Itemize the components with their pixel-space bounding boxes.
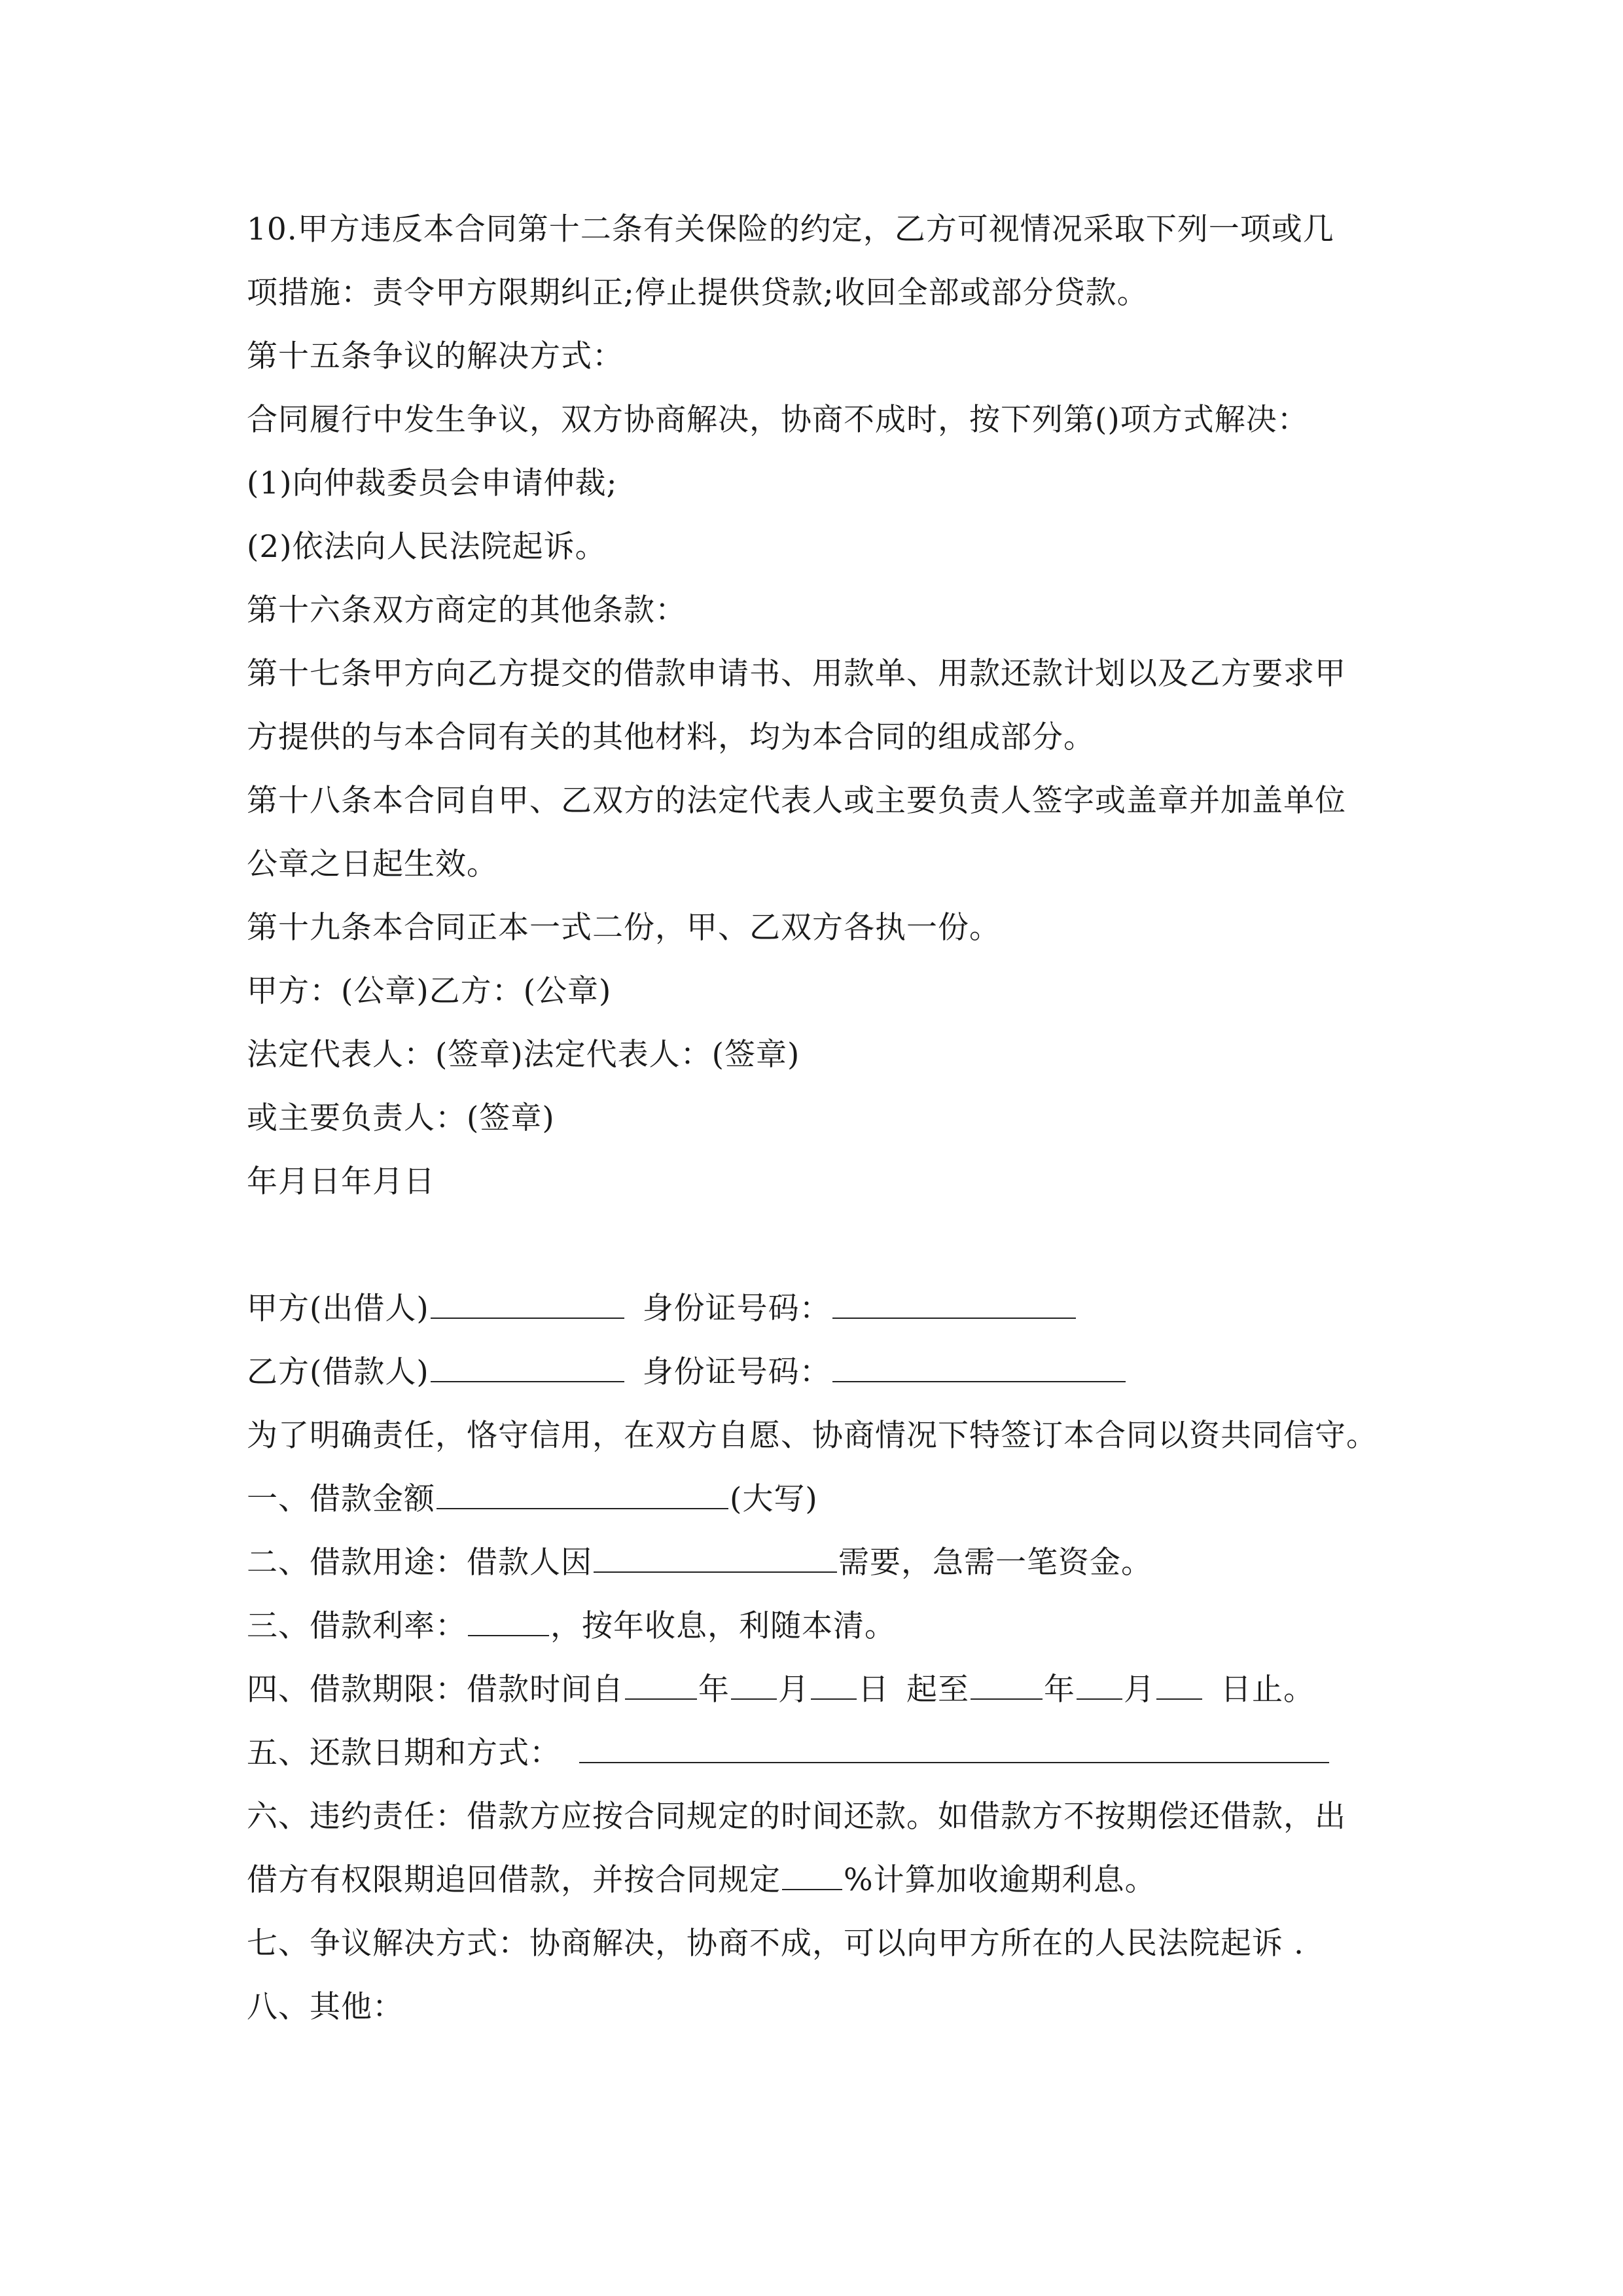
month-unit: 月 [778, 1672, 810, 1708]
loan-amount-line [247, 1467, 1385, 1531]
borrower-label: 乙方(借款人) [247, 1354, 429, 1390]
start-year-blank[interactable] [625, 1664, 697, 1700]
borrower-id-blank[interactable] [832, 1347, 1126, 1382]
lender-id-blank[interactable] [832, 1283, 1076, 1319]
lender-line [247, 1277, 1385, 1340]
day-unit: 日 [858, 1672, 889, 1708]
item1-suffix: (大写) [730, 1481, 818, 1517]
text-line: 第十九条本合同正本一式二份，甲、乙双方各执一份。 [247, 910, 1001, 946]
text-line: 年月日年月日 [247, 1164, 435, 1200]
other-line: 八、其他： [247, 1989, 404, 2025]
text-line: 甲方：(公章)乙方：(公章) [247, 973, 612, 1009]
item1-prefix: 一、借款金额 [247, 1481, 435, 1517]
lender-label: 甲方(出借人) [247, 1291, 429, 1327]
interest-rate-line [247, 1594, 1385, 1658]
section-gap [247, 1213, 1385, 1277]
item2-prefix: 二、借款用途：借款人因 [247, 1545, 592, 1581]
month-unit: 月 [1124, 1672, 1155, 1708]
item5-prefix: 五、还款日期和方式： [247, 1735, 561, 1771]
text-line: 方提供的与本合同有关的其他材料，均为本合同的组成部分。 [247, 719, 1095, 755]
item2-suffix: 需要，急需一笔资金。 [838, 1545, 1152, 1581]
text-line: 10.甲方违反本合同第十二条有关保险的约定，乙方可视情况采取下列一项或几 [247, 211, 1334, 247]
contract-body [247, 198, 1385, 2039]
text-line: 第十六条双方商定的其他条款： [247, 592, 687, 628]
loan-purpose-line [247, 1531, 1385, 1594]
purpose-blank[interactable] [594, 1537, 837, 1573]
text-line: 第十七条甲方向乙方提交的借款申请书、用款单、用款还款计划以及乙方要求甲 [247, 656, 1346, 692]
item6-suffix: %计算加收逾期利息。 [844, 1862, 1156, 1898]
item6-prefix: 借方有权限期追回借款，并按合同规定 [247, 1862, 781, 1898]
id-label: 身份证号码： [642, 1354, 831, 1390]
penalty-rate-blank[interactable] [782, 1855, 842, 1890]
year-unit: 年 [698, 1672, 730, 1708]
item4-end: 日止。 [1221, 1672, 1315, 1708]
start-day-blank[interactable] [811, 1664, 857, 1700]
repayment-blank[interactable] [579, 1728, 1329, 1763]
end-day-blank[interactable] [1156, 1664, 1202, 1700]
end-year-blank[interactable] [971, 1664, 1043, 1700]
text-line: 或主要负责人：(签章) [247, 1100, 555, 1136]
liability-line-1: 六、违约责任：借款方应按合同规定的时间还款。如借款方不按期偿还借款，出 [247, 1799, 1346, 1835]
text-line: (1)向仲裁委员会申请仲裁; [247, 465, 618, 501]
liability-line-2 [247, 1848, 1385, 1912]
preamble-line: 为了明确责任，恪守信用，在双方自愿、协商情况下特签订本合同以资共同信守。 [247, 1418, 1378, 1454]
item3-prefix: 三、借款利率： [247, 1608, 467, 1644]
text-line: 公章之日起生效。 [247, 846, 498, 882]
rate-blank[interactable] [468, 1601, 549, 1636]
text-line: 合同履行中发生争议，双方协商解决，协商不成时，按下列第()项方式解决： [247, 402, 1309, 438]
text-line: 第十八条本合同自甲、乙双方的法定代表人或主要负责人签字或盖章并加盖单位 [247, 783, 1346, 819]
item4-prefix: 四、借款期限：借款时间自 [247, 1672, 624, 1708]
item3-suffix: ，按年收息，利随本清。 [550, 1608, 896, 1644]
text-line: (2)依法向人民法院起诉。 [247, 529, 607, 565]
repayment-line [247, 1721, 1385, 1785]
year-unit: 年 [1044, 1672, 1075, 1708]
amount-blank[interactable] [437, 1474, 728, 1509]
loan-term-line [247, 1658, 1385, 1721]
lender-name-blank[interactable] [431, 1283, 624, 1319]
start-month-blank[interactable] [731, 1664, 777, 1700]
item4-mid: 起至 [906, 1672, 969, 1708]
text-line: 法定代表人：(签章)法定代表人：(签章) [247, 1037, 800, 1073]
text-line: 第十五条争议的解决方式： [247, 338, 624, 374]
text-line: 项措施：责令甲方限期纠正;停止提供贷款;收回全部或部分贷款。 [247, 275, 1149, 311]
dispute-line: 七、争议解决方式：协商解决，协商不成，可以向甲方所在的人民法院起诉 . [247, 1926, 1304, 1962]
end-month-blank[interactable] [1077, 1664, 1122, 1700]
borrower-name-blank[interactable] [431, 1347, 624, 1382]
id-label: 身份证号码： [642, 1291, 831, 1327]
borrower-line [247, 1340, 1385, 1404]
